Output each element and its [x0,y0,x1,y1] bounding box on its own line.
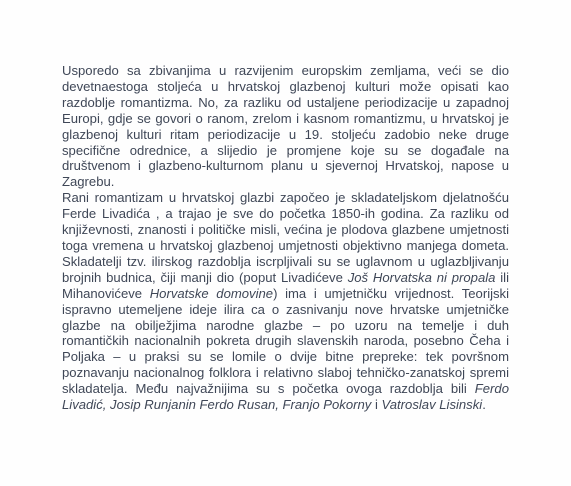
paragraph-2 [62,190,509,413]
paragraph-2-text-b: ili Mihanovićeve [62,269,509,301]
paragraph-1-text: Usporedo sa zbivanjima u razvijenim europskim zemljama, veći se dio devetnaestoga stoljeća u hrvatskoj glazbenoj kulturi može opisati kao razdoblje romantizma. No, za razliku od ustaljene periodizacije u zapadnoj Europi, gdje se govori o ranom, zrelom i kasnom romantizmu, u hrvatskoj je glazbenoj kulturi ritam periodizacije u 19. stoljeću zadobio neke druge specifične odrednice, a slijedio je promjene koje su se događale na društvenom i glazbeno-kulturnom planu u sjevernoj Hrvatskoj, napose u Zagrebu. [62,63,509,190]
paragraph-2-text-e: . [482,397,486,413]
paragraph-2-text-d: i [371,397,382,413]
body-text [62,63,509,413]
paragraph-2-text-c: ) ima i umjetničku vrijednost. Teorijski ispravno utemeljene ideje ilira ca o zasnivanju nove hrvatske umjetničke glazbe na obilježjima narodne glazbe – po uzoru na temelje i duh romantičkih nacionalnih pokreta drugih slavenskih naroda, posebno Čeha i Poljaka – u praksi su se lomile o dvije bitne prepreke: tek površnom poznavanju nacionalnog folklora i relativno slaboj tehničko-zanatskoj spremi skladatelja. Među najvažnijima su s početka ovoga razdoblja bili [62,285,510,397]
song-title-jos-horvatska: Još Horvatska ni propala [347,269,496,285]
composer-names: Ferdo Livadić, Josip Runjanin Ferdo Rusan, Franjo Pokorny [62,381,509,413]
paragraph-1 [62,63,509,190]
paragraph-2-text-a: Rani romantizam u hrvatskoj glazbi započeo je skladateljskom djelatnošću Ferde Livadića , a trajao je sve do početka 1850-ih godina. Za razliku od književnosti, znanosti i političke misli, većina je plodova glazbene umjetnosti toga vremena u hrvatskoj glazbenoj umjetnosti objektivno manjega dometa. Skladatelji tzv. ilirskog razdoblja iscrpljivali su se uglavnom u uglazbljivanju brojnih budnica, čiji manji dio (poput Livadićeve [62,190,509,285]
song-title-horvatske-domovine: Horvatske domovine [149,285,274,301]
composer-lisinski: Vatroslav Lisinski [381,397,483,413]
